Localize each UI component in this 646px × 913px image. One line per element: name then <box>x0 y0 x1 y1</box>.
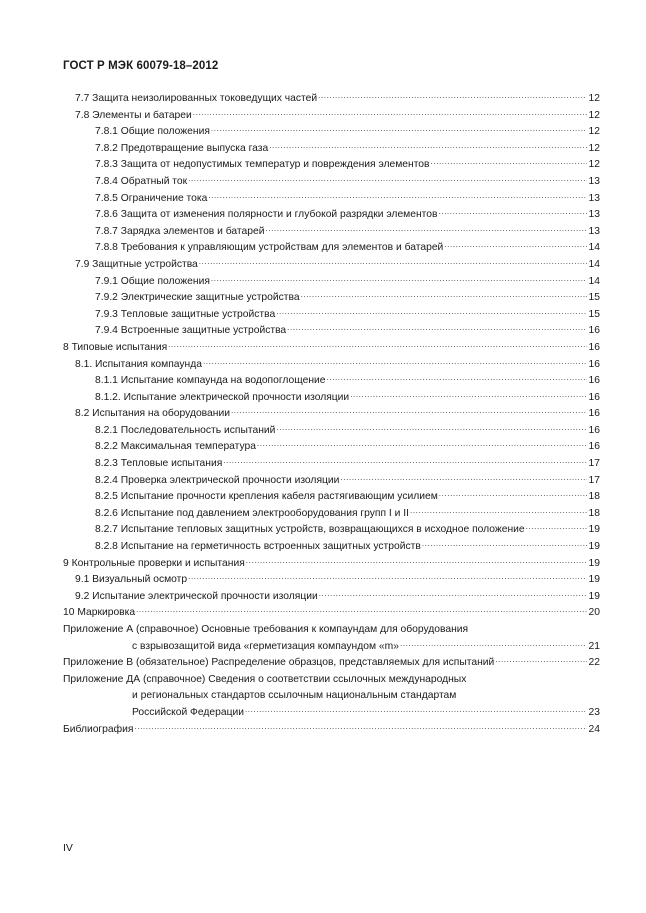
toc-entry[interactable] <box>63 572 600 589</box>
dot-leader <box>340 473 587 490</box>
toc-entry[interactable] <box>63 340 600 357</box>
dot-leader <box>245 705 587 722</box>
toc-entry-title: 8.2.2 Максимальная температура <box>95 441 256 453</box>
toc-entry-title: 7.8.5 Ограничение тока <box>95 192 208 204</box>
toc-entry[interactable] <box>63 357 600 374</box>
toc-entry[interactable] <box>63 207 600 224</box>
toc-entry-page: 18 <box>588 507 600 519</box>
toc-entry-title: 8.2.8 Испытание на герметичность встроенных защитных устройств <box>95 541 421 553</box>
toc-entry-page: 19 <box>588 557 600 569</box>
toc-entry-title: 8.2 Испытания на оборудовании <box>75 408 230 420</box>
dot-leader <box>188 572 587 589</box>
appendix-title-line: Приложение ДА (справочное) Сведения о соответствии ссылочных международных <box>63 673 467 685</box>
toc-entry[interactable] <box>63 157 600 174</box>
toc-entry-page: 12 <box>588 126 600 138</box>
toc-entry-page: 24 <box>588 723 600 735</box>
dot-leader <box>276 307 587 324</box>
dot-leader <box>246 556 587 573</box>
page-number: IV <box>63 842 73 854</box>
dot-leader <box>168 340 587 357</box>
toc-entry-title: 8.1.1 Испытание компаунда на водопоглощение <box>95 375 326 387</box>
toc-entry-page: 16 <box>588 424 600 436</box>
dot-leader <box>410 506 587 523</box>
toc-entry-page: 19 <box>588 541 600 553</box>
toc-entry-title: 7.8.7 Зарядка элементов и батарей <box>95 225 265 237</box>
toc-entry-page: 13 <box>588 192 600 204</box>
dot-leader <box>257 439 587 456</box>
dot-leader <box>223 456 587 473</box>
toc-entry-page: 18 <box>588 491 600 503</box>
toc-entry-title: 10 Маркировка <box>63 607 136 619</box>
toc-entry-title: 7.9 Защитные устройства <box>75 258 198 270</box>
toc-entry-page: 14 <box>588 275 600 287</box>
dot-leader <box>526 522 587 539</box>
toc-entry-title: 7.8.2 Предотвращение выпуска газа <box>95 142 269 154</box>
toc-appendix[interactable] <box>63 655 600 672</box>
toc-entry-title: 8.2.5 Испытание прочности крепления кабеля растягивающим усилием <box>95 491 438 503</box>
toc-entry-page: 13 <box>588 225 600 237</box>
toc-entry-page: 14 <box>588 258 600 270</box>
toc-entry-page: 22 <box>588 657 600 669</box>
dot-leader <box>439 489 587 506</box>
toc-entry[interactable] <box>63 439 600 456</box>
toc-entry[interactable] <box>63 390 600 407</box>
toc-entry-title: 8 Типовые испытания <box>63 341 168 353</box>
toc-entry[interactable] <box>63 124 600 141</box>
toc-entry-title: 8.2.3 Тепловые испытания <box>95 458 223 470</box>
toc-entry[interactable] <box>63 506 600 523</box>
toc-entry-title: 8.2.7 Испытание тепловых защитных устройств, возвращающихся в исходное положение <box>95 524 525 536</box>
toc-entry-page: 14 <box>588 242 600 254</box>
toc-entry-page: 19 <box>588 574 600 586</box>
toc-entry-page: 19 <box>588 524 600 536</box>
toc-entry[interactable] <box>63 539 600 556</box>
toc-entry-page: 12 <box>588 109 600 121</box>
toc-entry-page: 13 <box>588 175 600 187</box>
toc-entry[interactable] <box>63 257 600 274</box>
toc-entry-title: 8.2.6 Испытание под давлением электрооборудования групп I и II <box>95 507 409 519</box>
toc-entry-page: 16 <box>588 408 600 420</box>
toc-entry-title: 7.9.3 Тепловые защитные устройства <box>95 308 276 320</box>
toc-entry-title: 7.9.4 Встроенные защитные устройства <box>95 325 287 337</box>
dot-leader <box>231 406 587 423</box>
toc-entry[interactable] <box>63 655 600 672</box>
toc-entry[interactable] <box>63 406 600 423</box>
toc-entry[interactable] <box>63 174 600 191</box>
toc-entry[interactable] <box>63 224 600 241</box>
toc-entry-title: 7.8.1 Общие положения <box>95 126 210 138</box>
toc-entry[interactable] <box>63 423 600 440</box>
toc-entry-title: Российской Федерации <box>132 706 244 718</box>
dot-leader <box>287 323 587 340</box>
dot-leader <box>193 108 587 125</box>
dot-leader <box>444 240 587 257</box>
toc-entry[interactable] <box>63 473 600 490</box>
document-header: ГОСТ Р МЭК 60079-18–2012 <box>63 60 219 72</box>
toc-entry-page: 16 <box>588 391 600 403</box>
dot-leader <box>199 257 587 274</box>
dot-leader <box>438 207 587 224</box>
dot-leader <box>301 290 587 307</box>
toc-entry-page: 16 <box>588 358 600 370</box>
toc-entry-title: 7.8.3 Защита от недопустимых температур и повреждения элементов <box>95 159 430 171</box>
toc-entry-page: 12 <box>588 142 600 154</box>
toc-entry-title: 7.8.4 Обратный ток <box>95 175 188 187</box>
toc-entry-title: Приложение В (обязательное) Распределение образцов, представляемых для испытаний <box>63 657 495 669</box>
toc-entry-page: 21 <box>588 640 600 652</box>
toc-entry[interactable] <box>63 141 600 158</box>
dot-leader <box>350 390 587 407</box>
toc-entry-page: 12 <box>588 159 600 171</box>
toc-entry-title: 9 Контрольные проверки и испытания <box>63 557 245 569</box>
dot-leader <box>188 174 587 191</box>
toc-entry-page: 20 <box>588 607 600 619</box>
dot-leader <box>211 274 587 291</box>
dot-leader <box>400 639 587 656</box>
dot-leader <box>134 722 587 739</box>
toc-entry-page: 16 <box>588 441 600 453</box>
toc-entry[interactable] <box>63 191 600 208</box>
toc-entry[interactable] <box>63 290 600 307</box>
toc-entry-title: 7.8.8 Требования к управляющим устройствам для элементов и батарей <box>95 242 444 254</box>
toc-entry-title: Библиография <box>63 723 134 735</box>
toc-entry[interactable] <box>63 589 600 606</box>
toc-entry-page: 17 <box>588 458 600 470</box>
table-of-contents <box>63 91 600 738</box>
toc-entry[interactable] <box>63 639 600 656</box>
dot-leader <box>203 357 587 374</box>
toc-entry-page: 16 <box>588 375 600 387</box>
dot-leader <box>495 655 587 672</box>
toc-entry[interactable] <box>63 323 600 340</box>
dot-leader <box>422 539 587 556</box>
toc-entry-page: 19 <box>588 590 600 602</box>
toc-entry[interactable] <box>63 108 600 125</box>
dot-leader <box>431 157 588 174</box>
toc-entry[interactable] <box>63 605 600 622</box>
toc-appendix[interactable] <box>63 622 600 655</box>
dot-leader <box>265 224 587 241</box>
toc-entry-page: 16 <box>588 341 600 353</box>
toc-entry-title: 7.9.2 Электрические защитные устройства <box>95 292 300 304</box>
toc-entry[interactable] <box>63 456 600 473</box>
toc-entry-title: 8.1. Испытания компаунда <box>75 358 202 370</box>
toc-entry-page: 15 <box>588 292 600 304</box>
toc-entry[interactable] <box>63 489 600 506</box>
toc-entry-title: 8.1.2. Испытание электрической прочности изоляции <box>95 391 350 403</box>
toc-entry-page: 15 <box>588 308 600 320</box>
dot-leader <box>208 191 587 208</box>
toc-entry[interactable] <box>63 240 600 257</box>
toc-entry-title: 8.2.1 Последовательность испытаний <box>95 424 276 436</box>
toc-entry-page: 17 <box>588 474 600 486</box>
dot-leader <box>269 141 587 158</box>
toc-entry-page: 12 <box>588 93 600 104</box>
appendix-title-line: Приложение А (справочное) Основные требования к компаундам для оборудования <box>63 624 469 635</box>
dot-leader <box>276 423 587 440</box>
toc-entry[interactable] <box>63 307 600 324</box>
toc-entry-page: 16 <box>588 325 600 337</box>
toc-entry-title: 7.9.1 Общие положения <box>95 275 210 287</box>
toc-entry[interactable] <box>63 705 600 722</box>
toc-entry-title: 7.7 Защита неизолированных токоведущих частей <box>75 93 318 104</box>
toc-entry-title: 8.2.4 Проверка электрической прочности изоляции <box>95 474 340 486</box>
dot-leader <box>211 124 587 141</box>
toc-entry-title: 7.8.6 Защита от изменения полярности и глубокой разрядки элементов <box>95 209 438 221</box>
toc-entry[interactable] <box>63 373 600 390</box>
toc-entry[interactable] <box>63 522 600 539</box>
toc-entry-page: 23 <box>588 706 600 718</box>
toc-entry[interactable] <box>63 722 600 739</box>
toc-entry-title: 9.1 Визуальный осмотр <box>75 574 188 586</box>
toc-entry-title: с взрывозащитой вида «герметизация компаундом «m» <box>132 640 399 652</box>
toc-entry[interactable] <box>63 91 600 108</box>
toc-entry[interactable] <box>63 556 600 573</box>
dot-leader <box>319 589 587 606</box>
dot-leader <box>136 605 587 622</box>
toc-entry-title: 9.2 Испытание электрической прочности изоляции <box>75 590 318 602</box>
toc-appendix[interactable] <box>63 672 600 722</box>
dot-leader <box>318 91 587 108</box>
dot-leader <box>326 373 587 390</box>
toc-entry-title: 7.8 Элементы и батареи <box>75 109 192 121</box>
toc-entry[interactable] <box>63 274 600 291</box>
toc-entry-page: 13 <box>588 209 600 221</box>
appendix-title-line: и региональных стандартов ссылочным национальным стандартам <box>132 690 457 702</box>
